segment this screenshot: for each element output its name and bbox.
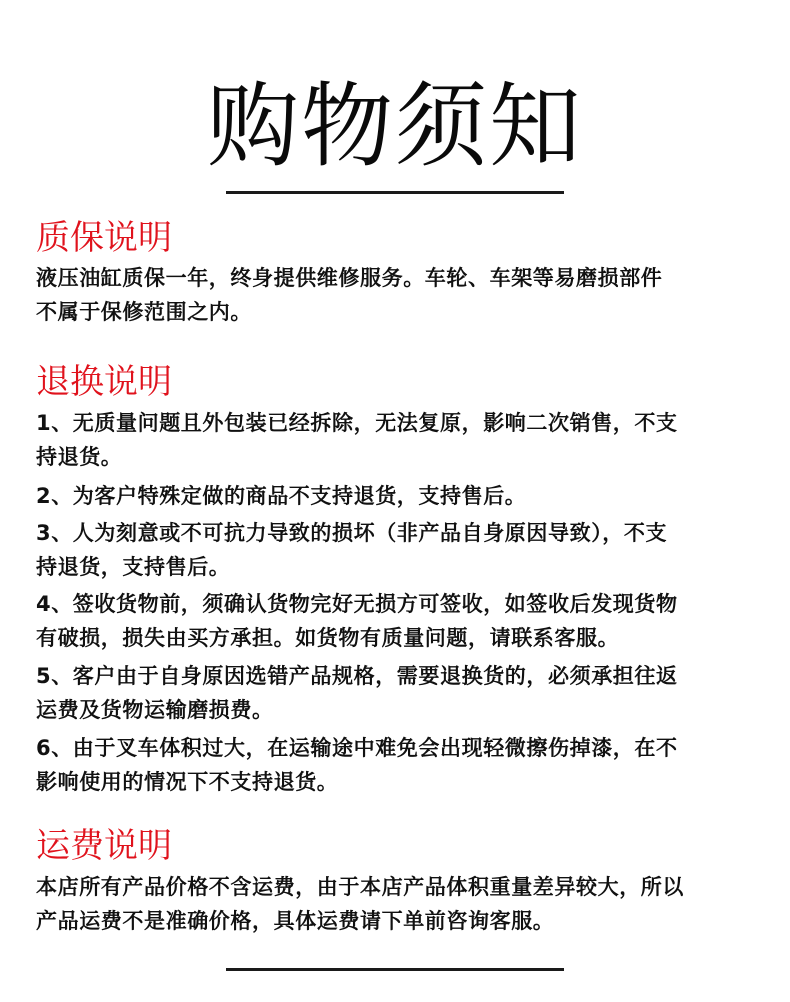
returns-item-4-line-1: 4、签收货物前，须确认货物完好无损方可签收，如签收后发现货物 bbox=[36, 592, 678, 616]
warranty-line-1: 液压油缸质保一年，终身提供维修服务。车轮、车架等易磨损部件 bbox=[36, 266, 663, 290]
returns-item-1 bbox=[36, 406, 756, 474]
returns-item-4-line-2: 有破损，损失由买方承担。如货物有质量问题，请联系客服。 bbox=[36, 626, 620, 650]
shipping-text bbox=[36, 870, 756, 938]
warranty-text bbox=[36, 261, 756, 329]
footer-divider bbox=[226, 968, 564, 971]
returns-item-5 bbox=[36, 659, 756, 727]
returns-item-1-line-2: 持退货。 bbox=[36, 445, 123, 469]
returns-item-3-line-1: 3、人为刻意或不可抗力导致的损坏（非产品自身原因导致），不支 bbox=[36, 521, 668, 545]
title-divider bbox=[226, 191, 564, 194]
returns-item-6 bbox=[36, 731, 756, 799]
returns-item-6-line-1: 6、由于叉车体积过大，在运输途中难免会出现轻微擦伤掉漆，在不 bbox=[36, 736, 678, 760]
returns-item-6-line-2: 影响使用的情况下不支持退货。 bbox=[36, 770, 339, 794]
shipping-heading: 运费说明 bbox=[36, 826, 172, 866]
returns-heading: 退换说明 bbox=[36, 362, 172, 402]
returns-item-1-line-1: 1、无质量问题且外包装已经拆除，无法复原，影响二次销售，不支 bbox=[36, 411, 678, 435]
returns-item-5-line-1: 5、客户由于自身原因选错产品规格，需要退换货的，必须承担往返 bbox=[36, 664, 678, 688]
returns-item-3 bbox=[36, 516, 756, 584]
page-title: 购物须知 bbox=[206, 73, 583, 180]
warranty-line-2: 不属于保修范围之内。 bbox=[36, 300, 252, 324]
warranty-heading: 质保说明 bbox=[36, 218, 172, 258]
shipping-line-1: 本店所有产品价格不含运费，由于本店产品体积重量差异较大，所以 bbox=[36, 875, 684, 899]
returns-item-2-line-1: 2、为客户特殊定做的商品不支持退货，支持售后。 bbox=[36, 484, 527, 508]
returns-item-3-line-2: 持退货，支持售后。 bbox=[36, 555, 231, 579]
returns-item-2 bbox=[36, 479, 756, 513]
returns-item-5-line-2: 运费及货物运输磨损费。 bbox=[36, 698, 274, 722]
returns-item-4 bbox=[36, 587, 756, 655]
shipping-line-2: 产品运费不是准确价格，具体运费请下单前咨询客服。 bbox=[36, 909, 555, 933]
